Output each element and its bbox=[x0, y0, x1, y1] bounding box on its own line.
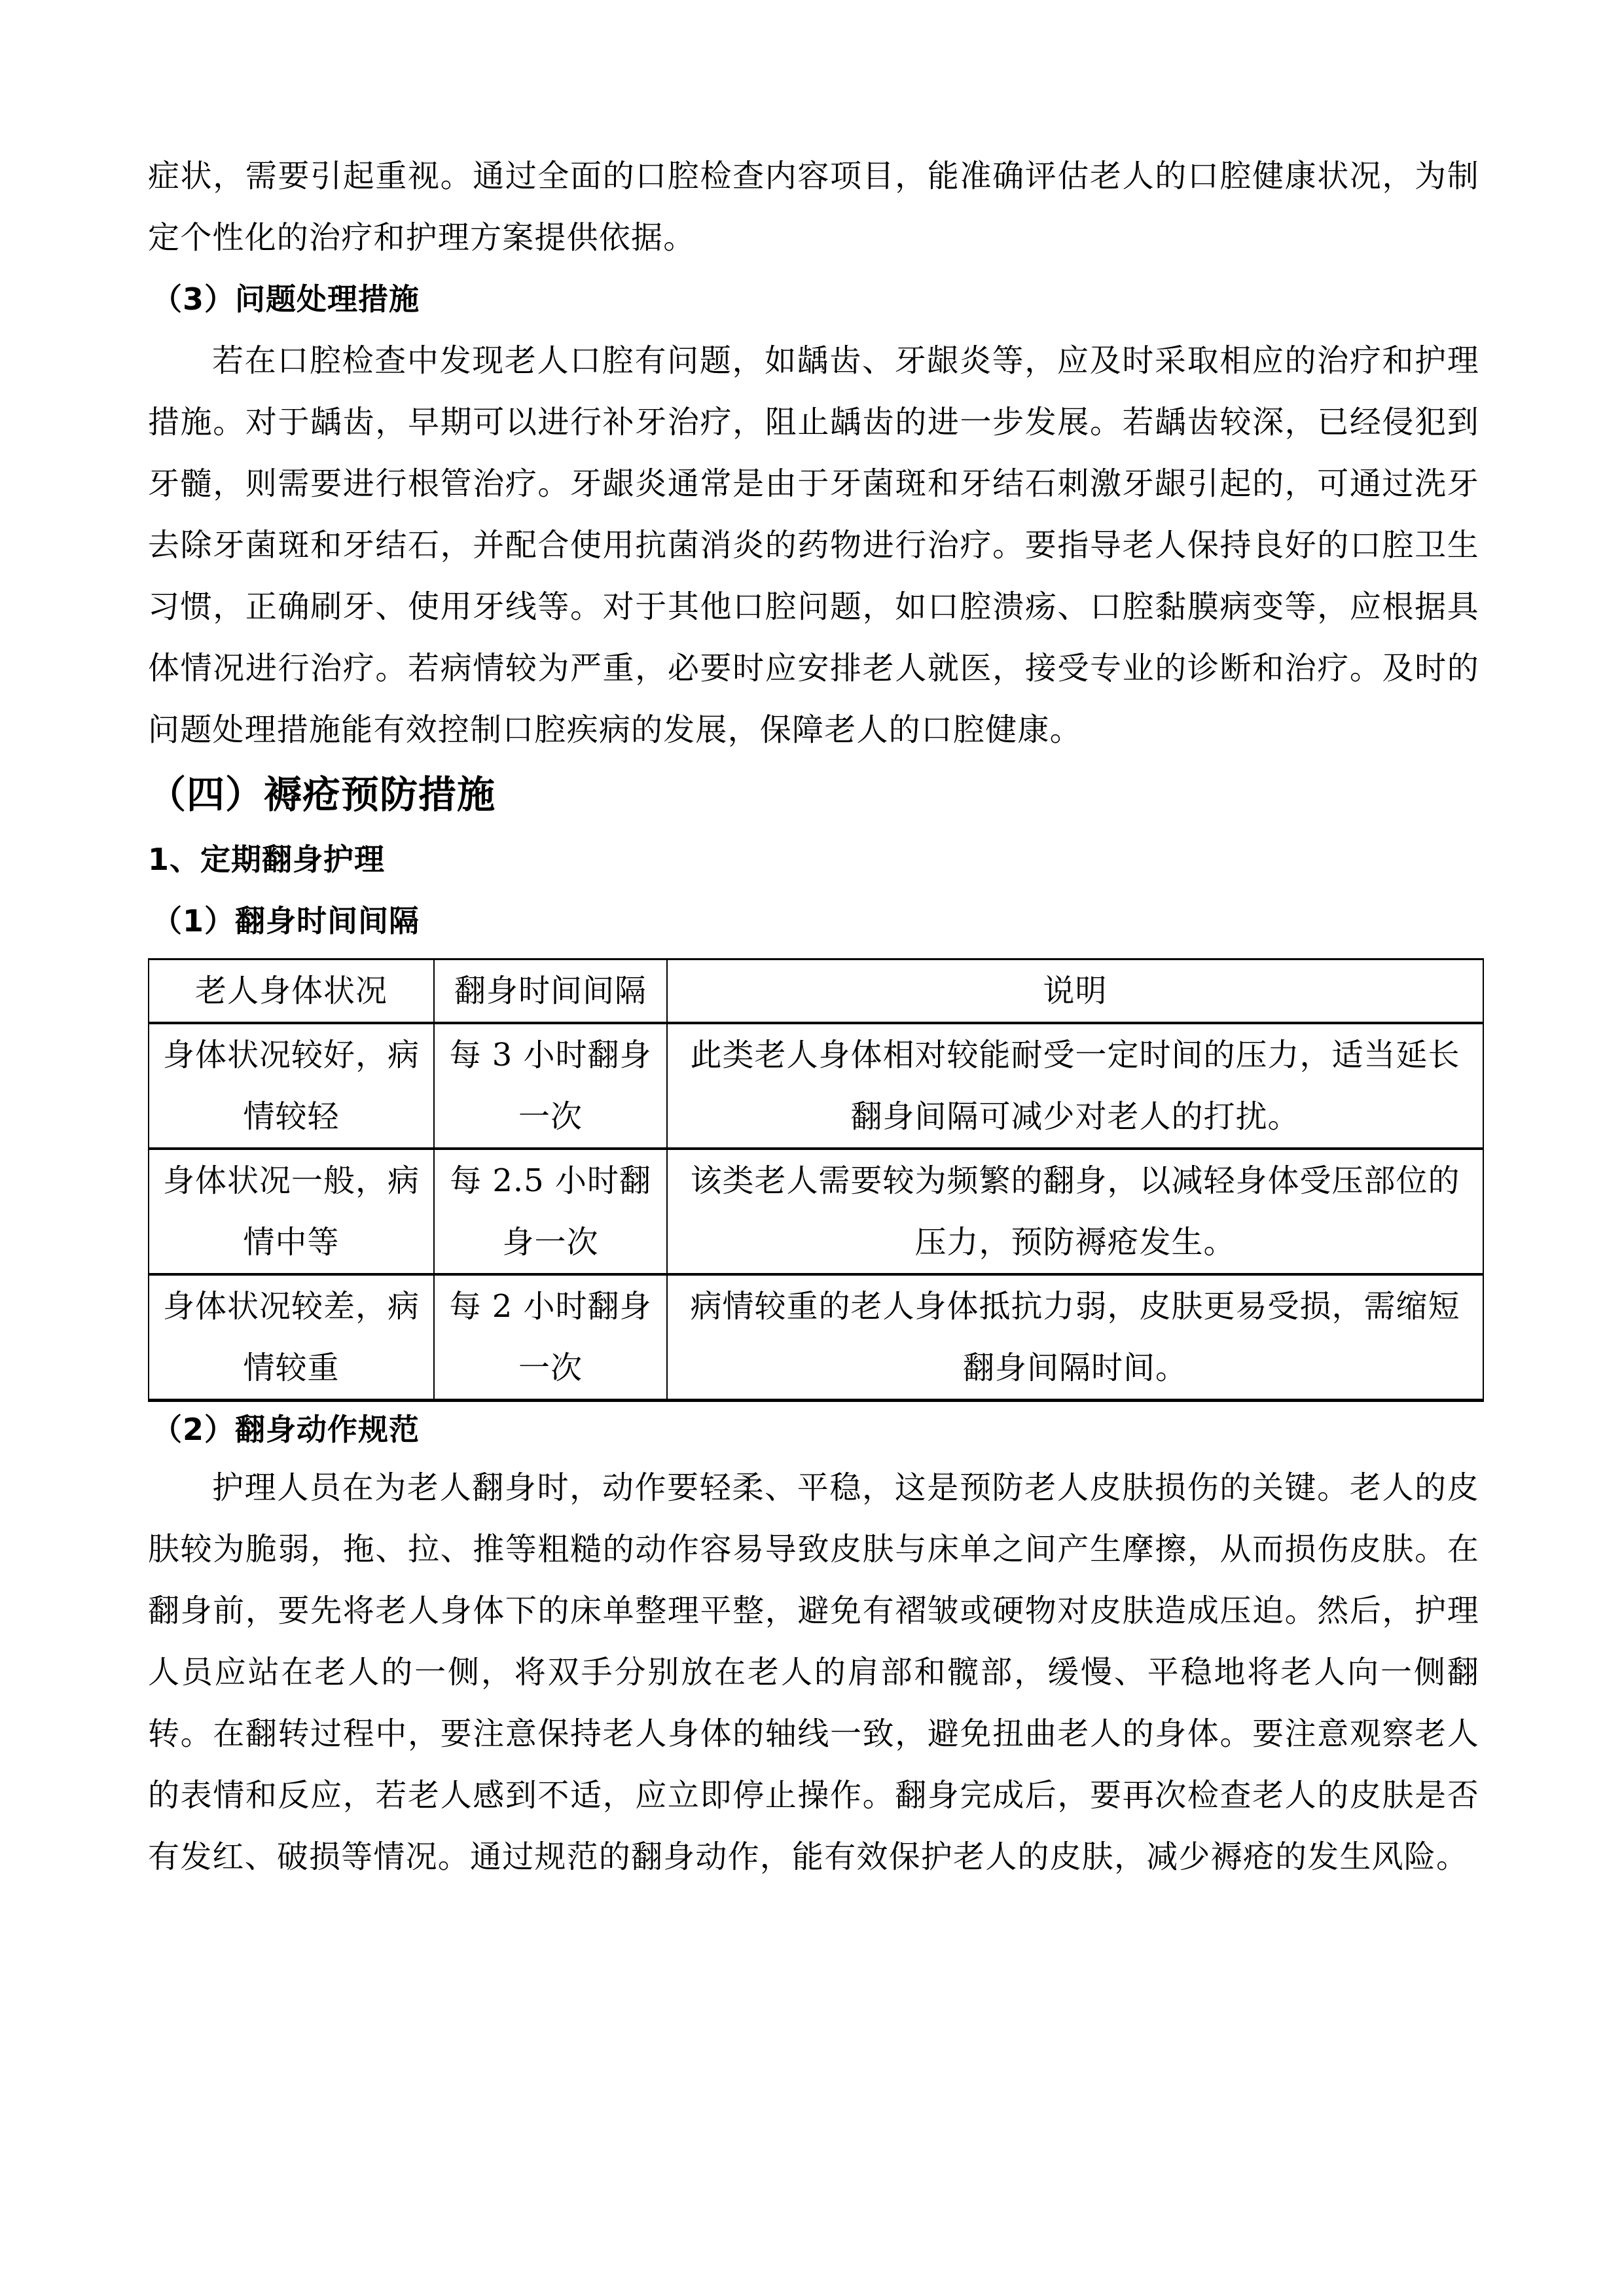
table-cell-interval: 每 2 小时翻身一次 bbox=[434, 1274, 667, 1401]
document-page bbox=[148, 145, 1479, 1888]
subsection-heading-turning-technique: （2）翻身动作规范 bbox=[152, 1412, 420, 1447]
table-row bbox=[149, 1149, 1483, 1274]
table-cell-condition: 身体状况一般，病情中等 bbox=[149, 1149, 434, 1274]
table-cell-note: 病情较重的老人身体抵抗力弱，皮肤更易受损，需缩短翻身间隔时间。 bbox=[667, 1274, 1483, 1401]
section-heading-bedsore-prevention: （四）褥疮预防措施 bbox=[148, 772, 496, 817]
problem-handling-paragraph: 若在口腔检查中发现老人口腔有问题，如龋齿、牙龈炎等，应及时采取相应的治疗和护理措施。对于龋齿，早期可以进行补牙治疗，阻止龋齿的进一步发展。若龋齿较深，已经侵犯到牙髓，则需要进行根管治疗。牙龈炎通常是由于牙菌斑和牙结石刺激牙龈引起的，可通过洗牙去除牙菌斑和牙结石，并配合使用抗菌消炎的药物进行治疗。要指导老人保持良好的口腔卫生习惯，正确刷牙、使用牙线等。对于其他口腔问题，如口腔溃疡、口腔黏膜病变等，应根据具体情况进行治疗。若病情较为严重，必要时应安排老人就医，接受专业的诊断和治疗。及时的问题处理措施能有效控制口腔疾病的发展，保障老人的口腔健康。 bbox=[148, 342, 1479, 748]
turning-interval-table bbox=[148, 958, 1484, 1402]
item-heading-regular-turning: 1、定期翻身护理 bbox=[148, 842, 386, 877]
table-cell-note: 此类老人身体相对较能耐受一定时间的压力，适当延长翻身间隔可减少对老人的打扰。 bbox=[667, 1023, 1483, 1149]
table-header-cell: 说明 bbox=[667, 960, 1483, 1024]
table-cell-interval: 每 3 小时翻身一次 bbox=[434, 1023, 667, 1149]
subsection-heading-problem-handling: （3）问题处理措施 bbox=[152, 281, 420, 317]
table-cell-condition: 身体状况较差，病情较重 bbox=[149, 1274, 434, 1401]
table-cell-condition: 身体状况较好，病情较轻 bbox=[149, 1023, 434, 1149]
table-cell-note: 该类老人需要较为频繁的翻身，以减轻身体受压部位的压力，预防褥疮发生。 bbox=[667, 1149, 1483, 1274]
table-row bbox=[149, 1274, 1483, 1401]
table-header-cell: 老人身体状况 bbox=[149, 960, 434, 1024]
table-header-cell: 翻身时间间隔 bbox=[434, 960, 667, 1024]
table-header-row bbox=[149, 960, 1483, 1024]
turning-technique-paragraph: 护理人员在为老人翻身时，动作要轻柔、平稳，这是预防老人皮肤损伤的关键。老人的皮肤较为脆弱，拖、拉、推等粗糙的动作容易导致皮肤与床单之间产生摩擦，从而损伤皮肤。在翻身前，要先将老人身体下的床单整理平整，避免有褶皱或硬物对皮肤造成压迫。然后，护理人员应站在老人的一侧，将双手分别放在老人的肩部和髋部，缓慢、平稳地将老人向一侧翻转。在翻转过程中，要注意保持老人身体的轴线一致，避免扭曲老人的身体。要注意观察老人的表情和反应，若老人感到不适，应立即停止操作。翻身完成后，要再次检查老人的皮肤是否有发红、破损等情况。通过规范的翻身动作，能有效保护老人的皮肤，减少褥疮的发生风险。 bbox=[148, 1469, 1479, 1875]
table-cell-interval: 每 2.5 小时翻身一次 bbox=[434, 1149, 667, 1274]
table-row bbox=[149, 1023, 1483, 1149]
continuation-paragraph: 症状，需要引起重视。通过全面的口腔检查内容项目，能准确评估老人的口腔健康状况，为制定个性化的治疗和护理方案提供依据。 bbox=[148, 158, 1479, 256]
subsection-heading-turning-interval: （1）翻身时间间隔 bbox=[152, 903, 420, 939]
